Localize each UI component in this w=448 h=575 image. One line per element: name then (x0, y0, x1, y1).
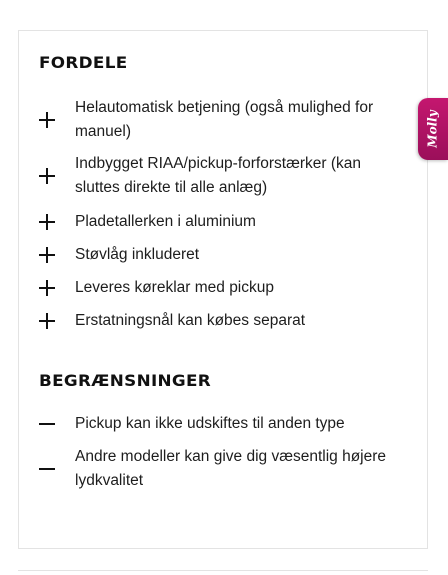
con-item-text: Andre modeller kan give dig væsentlig højere lydkvalitet (75, 448, 387, 489)
molly-tab-label: Molly (426, 110, 441, 148)
pros-heading: FORDELE (39, 53, 128, 72)
plus-icon (39, 313, 55, 329)
pro-item (39, 210, 409, 234)
con-item-text: Pickup kan ikke udskiftes til anden type (75, 415, 345, 432)
bottom-divider (18, 570, 428, 571)
pro-item-text: Helautomatisk betjening (også mulighed for manuel) (75, 99, 374, 140)
pro-item (39, 243, 409, 267)
minus-icon (39, 416, 55, 432)
pro-item-text: Erstatningsnål kan købes separat (75, 312, 306, 329)
plus-icon (39, 168, 55, 184)
pro-item (39, 95, 409, 145)
pro-item-text: Pladetallerken i aluminium (75, 213, 256, 230)
con-item (39, 444, 409, 494)
plus-icon (39, 280, 55, 296)
pro-item (39, 276, 409, 300)
molly-assistant-tab[interactable] (418, 98, 448, 160)
pro-item (39, 309, 409, 333)
minus-icon (39, 461, 55, 477)
pros-cons-card (18, 30, 428, 549)
plus-icon (39, 247, 55, 263)
pro-item-text: Indbygget RIAA/pickup-forforstærker (kan sluttes direkte til alle anlæg) (75, 155, 362, 196)
pro-item-text: Støvlåg inkluderet (75, 246, 200, 263)
cons-list (39, 412, 409, 494)
cons-heading: BEGRÆNSNINGER (39, 371, 212, 390)
pros-list (39, 95, 409, 333)
pro-item-text: Leveres køreklar med pickup (75, 279, 274, 296)
plus-icon (39, 214, 55, 230)
con-item (39, 412, 409, 436)
plus-icon (39, 112, 55, 128)
pro-item (39, 151, 409, 201)
